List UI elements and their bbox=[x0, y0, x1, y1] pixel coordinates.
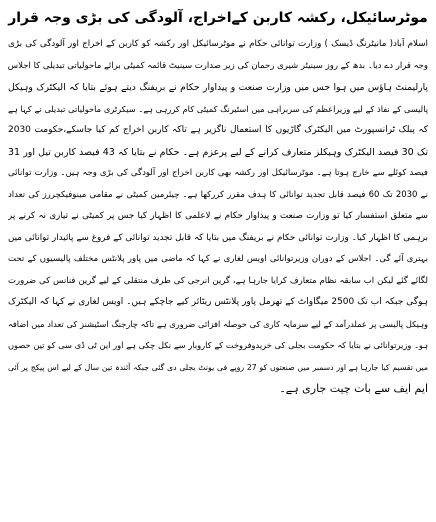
article-body-line: وجہ قرار دے دیا۔ بدھ کے روز سینیٹر شیری رحمان کی زیر صدارت سینیٹ قائمہ کمیٹی برائے ماحولیاتی تبدیلی کا اجلاس bbox=[8, 60, 428, 71]
article-body-line: ہوگی جبکہ اب تک 2500 میگاواٹ کے تھرمل پاور پلانٹس ریٹائر کیے جاچکے ہیں۔ اویس لغاری نے کہا کہ الیکٹرک bbox=[8, 297, 428, 307]
article-body-line: کہ پبلک ٹرانسپورٹ میں الیکٹرک گاڑیوں کا استعمال ناگزیر ہے تاکہ کاربن اخراج کم کیا جاسکے،حکومت 2030 bbox=[8, 125, 428, 135]
article-body-line: سے متعلق استفسار کیا تو وزارت صنعت و پیداوار حکام نے لاعلمی کا اظہار کیا جس پر کمیٹی نے تیاری نہ کرنے پر bbox=[8, 211, 428, 221]
article-body-line: بہتری آئے گی۔ اجلاس کے دوران وزیرتوانائی اویس لغاری نے کہا کہ ماضی میں پاور پلانٹس مختلف پالیسیوں کے تحت bbox=[8, 254, 428, 264]
article-body-line: نے 2030 تک 60 فیصد قابل تجدید توانائی کا ہدف مقرر کررکھا ہے۔ چیئرمین کمیٹی نے مقامی مینوفیکچررز کی تعداد bbox=[8, 189, 428, 200]
article-body-line: لگائے گئے لیکن اب سابقہ نظام متعارف کرایا جارہا ہے، گرین انرجی کی طرف منتقلی کے لیے گرین فنانس کی ضرورت bbox=[8, 275, 428, 286]
article-body-line: پالیسی کے نفاذ کے لیے وزیراعظم کی سربراہی میں اسٹیرنگ کمیٹی کام کررہی ہے۔ سیکرٹری ماحولیاتی تبدیلی نے کہا ہے bbox=[8, 103, 428, 114]
article-body-line: تک 30 فیصد الیکٹرک وہیکلز متعارف کرانے کے لیے پرعزم ہے۔ حکام نے بتایا کہ 43 فیصد کاربن تیل اور 31 bbox=[8, 146, 428, 158]
article-body-line: ہو۔ وزیرتوانائی نے بتایا کہ حکومت بجلی کی خریدوفروخت کے کاروبار سے نکل چکی ہے اور این ٹی ڈی سی کو تین حصوں bbox=[8, 340, 428, 350]
article-body-line: میں تقسیم کیا جارہا ہے اور دسمبر میں صنعتوں کو 27 روپے فی یونٹ بجلی دی گئی جبکہ آئندہ تین سال کے لیے اس پیکج پر آئی bbox=[8, 362, 428, 372]
article-body-line: برہمی کا اظہار کیا۔ وزارت توانائی حکام نے بریفنگ میں بتایا کہ قابل تجدید توانائی کے فروغ سے پائیدار توانائی میں bbox=[8, 232, 428, 243]
article-body-line: ایم ایف سے بات چیت جاری ہے۔ bbox=[279, 382, 428, 395]
article-body-line: پارلیمنٹ ہاؤس میں ہوا جس میں وزارت صنعت و پیداوار حکام نے بریفنگ دیتے ہوئے بتایا کہ الیکٹرک وہیکل bbox=[8, 82, 428, 93]
article-body bbox=[8, 34, 428, 400]
article-body-line: وہیکل پالیسی پر عملدرآمد کے لیے سرمایہ کاری کی حوصلہ افزائی ضروری ہے تاکہ چارجنگ اسٹیشنز کی تعداد میں اضافہ bbox=[8, 318, 428, 329]
article-headline: موٹرسائیکل، رکشہ کاربن کےاخراج، آلودگی کی بڑی وجہ قرار bbox=[8, 10, 428, 26]
article-body-line: اسلام آباد( مانیٹرنگ ڈیسک ) وزارت توانائی حکام نے موٹرسائیکل اور رکشہ کو کاربن کے اخراج اور آلودگی کی بڑی bbox=[8, 39, 428, 49]
article-body-line: فیصد کوئلے سے خارج ہوتا ہے۔ موٹرسائیکل اور رکشہ بھی کاربن اخراج اور آلودگی کی بڑی وجہ ہیں۔ وزارت توانائی bbox=[8, 168, 428, 178]
